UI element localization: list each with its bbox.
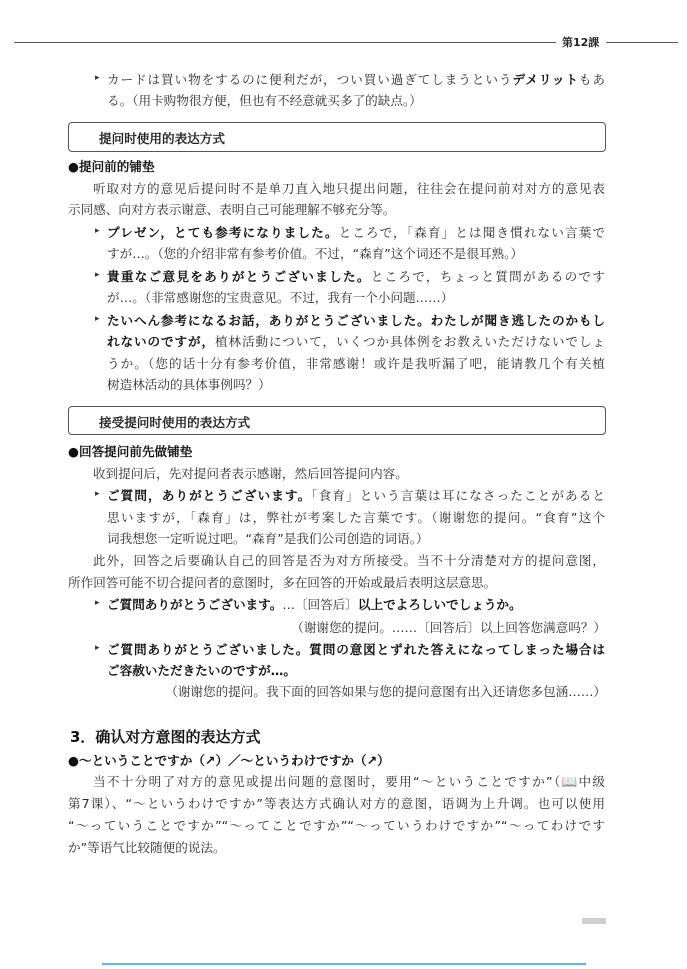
bold-text: 3．确认对方意图的表达方式 [70, 728, 261, 746]
text-line [107, 312, 605, 330]
text-line [107, 71, 605, 89]
text-line [107, 376, 271, 394]
bold-text: ●提问前的铺垫 [68, 159, 155, 174]
text: （谢谢您的提问。……〔回答后〕以上回答您满意吗？） [291, 620, 606, 635]
bottom-blue-line [102, 963, 586, 965]
text: 听取对方的意见后提问时不是单刀直入地只提出问题，往往会在提问前对对方的意见表 [93, 181, 605, 196]
bullet-icon: ▸ [95, 489, 100, 499]
bold-text: 以上でよろしいでしょうか。 [357, 597, 522, 612]
bullet-icon: ▸ [95, 598, 100, 608]
text-line [68, 201, 395, 219]
bullet-icon: ▸ [95, 270, 100, 280]
text: 第7课）、“～というわけですか”等表达方式确认对方的意图，语调为上升调。也可以使用 [68, 796, 605, 811]
bold-text: ●～ということですか（↗）／～というわけですか（↗） [68, 753, 390, 768]
text-line [93, 552, 605, 570]
text-line [68, 574, 496, 592]
text: か”等语气比较随便的说法。 [68, 840, 226, 855]
text: 所作回答可能不切合提问者的意图时，多在回答的开始或最后表明这层意思。 [68, 575, 497, 590]
text-line [107, 224, 605, 242]
text-line [107, 662, 296, 680]
bold-text: ●回答提问前先做铺垫 [68, 444, 193, 459]
text: 植林活動について，いくつか具体例をお教えいただけないでしょ [214, 334, 605, 349]
text-line [68, 443, 192, 461]
text-line [68, 839, 226, 857]
bold-text: たいへん参考になるお話，ありがとうございました。わたしが聞き逃したのかもし [107, 313, 605, 328]
text: 词我想您一定听说过吧。“森育”是我们公司创造的词语。） [107, 531, 429, 546]
section-box-receiving [68, 406, 606, 435]
text-line [107, 289, 453, 307]
text-line [107, 245, 523, 263]
bold-text: れないのですが， [107, 334, 215, 349]
text-line [107, 355, 605, 373]
text-line [165, 683, 606, 701]
text-line [93, 180, 605, 198]
text: “～っていうことですか”“～ってことですか”“～っていうわけですか”“～ってわけです [68, 818, 605, 833]
text: もあ [578, 72, 605, 87]
bullet-icon: ▸ [95, 314, 100, 324]
text-line [107, 596, 522, 614]
text-line [70, 728, 260, 746]
text-line [68, 158, 155, 176]
text-line [107, 92, 422, 110]
text: 当不十分明了对方的意见或提出问题的意图时，要用“～ということですか”（📖中级 [93, 774, 605, 789]
section-box-asking [68, 122, 606, 152]
text: 此外，回答之后要确认自己的回答是否为对方所接受。当不十分清楚对方的提问意图， [93, 553, 605, 568]
section-box-title: 提问时使用的表达方式 [99, 131, 225, 146]
text: ところで，「森育」とは聞き慣れない言葉で [338, 225, 605, 240]
bold-text: ご容赦いただきたいのですが…。 [107, 663, 296, 678]
bold-text: ご質問ありがとうございます。 [107, 597, 283, 612]
bold-text: ご質問，ありがとうございます。 [107, 488, 312, 503]
lesson-number: 第12課 [562, 36, 600, 49]
text-line [93, 773, 605, 791]
text: が…。（非常感谢您的宝贵意见。不过，我有一个小问题……） [107, 290, 454, 305]
text: （谢谢您的提问。我下面的回答如果与您的提问意图有出入还请您多包涵……） [165, 684, 606, 699]
text: ところで，ちょっと質問があるのです [370, 269, 605, 284]
text: 思いますが，「森育」は，弊社が考案した言葉です。（谢谢您的提问。“食育”这个 [107, 510, 605, 525]
bullet-icon: ▸ [95, 643, 100, 653]
text: …〔回答后〕 [282, 597, 358, 612]
text-line [107, 530, 429, 548]
bold-text: デメリット [512, 72, 579, 87]
text: すが…。（您的介绍非常有参考价值。不过，“森育”这个词还不是很耳熟。） [107, 246, 524, 261]
text-line [107, 268, 605, 286]
page-number-fragment [582, 918, 606, 924]
header-rule-right [606, 42, 678, 43]
text-line [107, 487, 605, 505]
text-line [107, 641, 605, 659]
bullet-icon: ▸ [95, 226, 100, 236]
text-line [93, 465, 408, 483]
text: 树造林活动的具体事例吗？） [107, 377, 271, 392]
bullet-icon: ▸ [95, 73, 100, 83]
text: 「食育」という言葉は耳になさったことがあると [311, 488, 605, 503]
bold-text: ご質問ありがとうございました。質問の意図とずれた答えになってしまった場合は [107, 642, 605, 657]
text: る。（用卡购物很方便，但也有不经意就买多了的缺点。） [107, 93, 422, 108]
text-line [68, 752, 390, 770]
header-rule-left [14, 42, 556, 43]
text: カードは買い物をするのに便利だが，つい買い過ぎてしまうという [107, 72, 513, 87]
text-line [107, 509, 605, 527]
section-box-title: 接受提问时使用的表达方式 [99, 415, 251, 430]
text: 收到提问后，先对提问者表示感谢，然后回答提问内容。 [93, 466, 408, 481]
text-line [68, 795, 605, 813]
bold-text: 貴重なご意見をありがとうございました。 [107, 269, 371, 284]
text: 示同感、向对方表示谢意、表明自己可能理解不够充分等。 [68, 202, 396, 217]
text-line [291, 619, 606, 637]
text-line [107, 333, 605, 351]
text: うか。（您的话十分有参考价值，非常感谢！或许是我听漏了吧，能请教几个有关植 [107, 356, 605, 371]
text-line [68, 817, 605, 835]
bold-text: プレゼン，とても参考になりました。 [107, 225, 339, 240]
